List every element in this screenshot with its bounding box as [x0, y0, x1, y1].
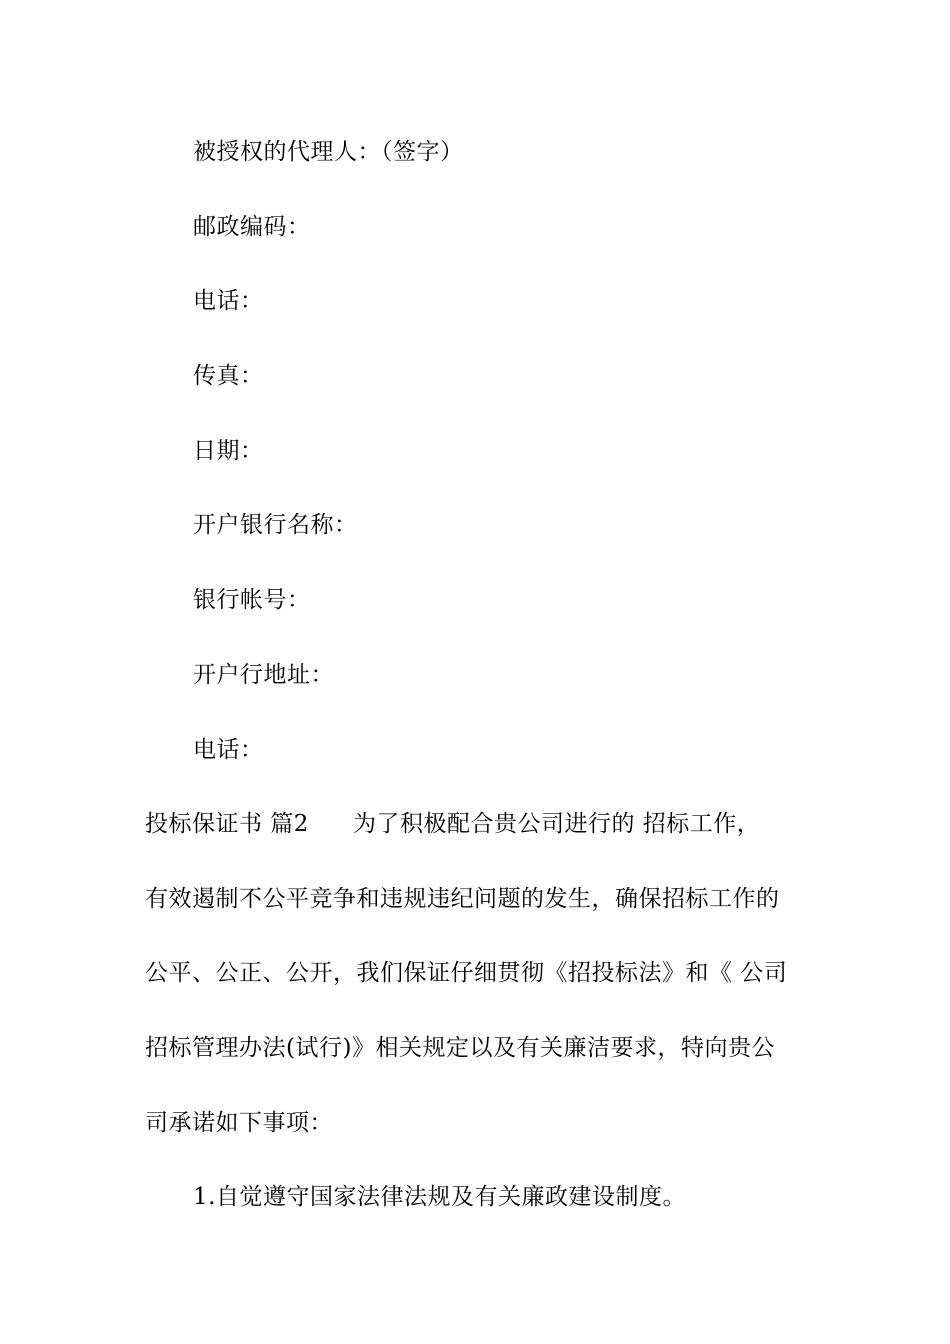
paragraph-line: 有效遏制不公平竞争和违规违纪问题的发生，确保招标工作的 — [145, 886, 780, 912]
field-bank-name: 开户银行名称： — [193, 512, 358, 538]
field-date: 日期： — [193, 438, 264, 464]
field-bank-account: 银行帐号： — [193, 587, 311, 613]
paragraph-line: 公平、公正、公开，我们保证仔细贯彻《招投标法》和《 公司 — [145, 960, 788, 986]
field-authorized-agent: 被授权的代理人：（签字） — [193, 139, 464, 165]
section-heading: 投标保证书 篇2 — [145, 811, 309, 837]
field-bank-address: 开户行地址： — [193, 662, 334, 688]
paragraph-line: 司承诺如下事项： — [145, 1110, 333, 1136]
field-postal-code: 邮政编码： — [193, 214, 311, 240]
section-first-text: 为了积极配合贵公司进行的 招标工作， — [352, 811, 761, 837]
field-phone: 电话： — [193, 288, 264, 314]
list-item-1: 1.自觉遵守国家法律法规及有关廉政建设制度。 — [193, 1184, 686, 1210]
field-fax: 传真： — [193, 363, 264, 389]
section-first-line — [145, 809, 815, 839]
paragraph-line: 招标管理办法(试行)》相关规定以及有关廉洁要求，特向贵公 — [145, 1035, 775, 1061]
field-bank-phone: 电话： — [193, 737, 264, 763]
